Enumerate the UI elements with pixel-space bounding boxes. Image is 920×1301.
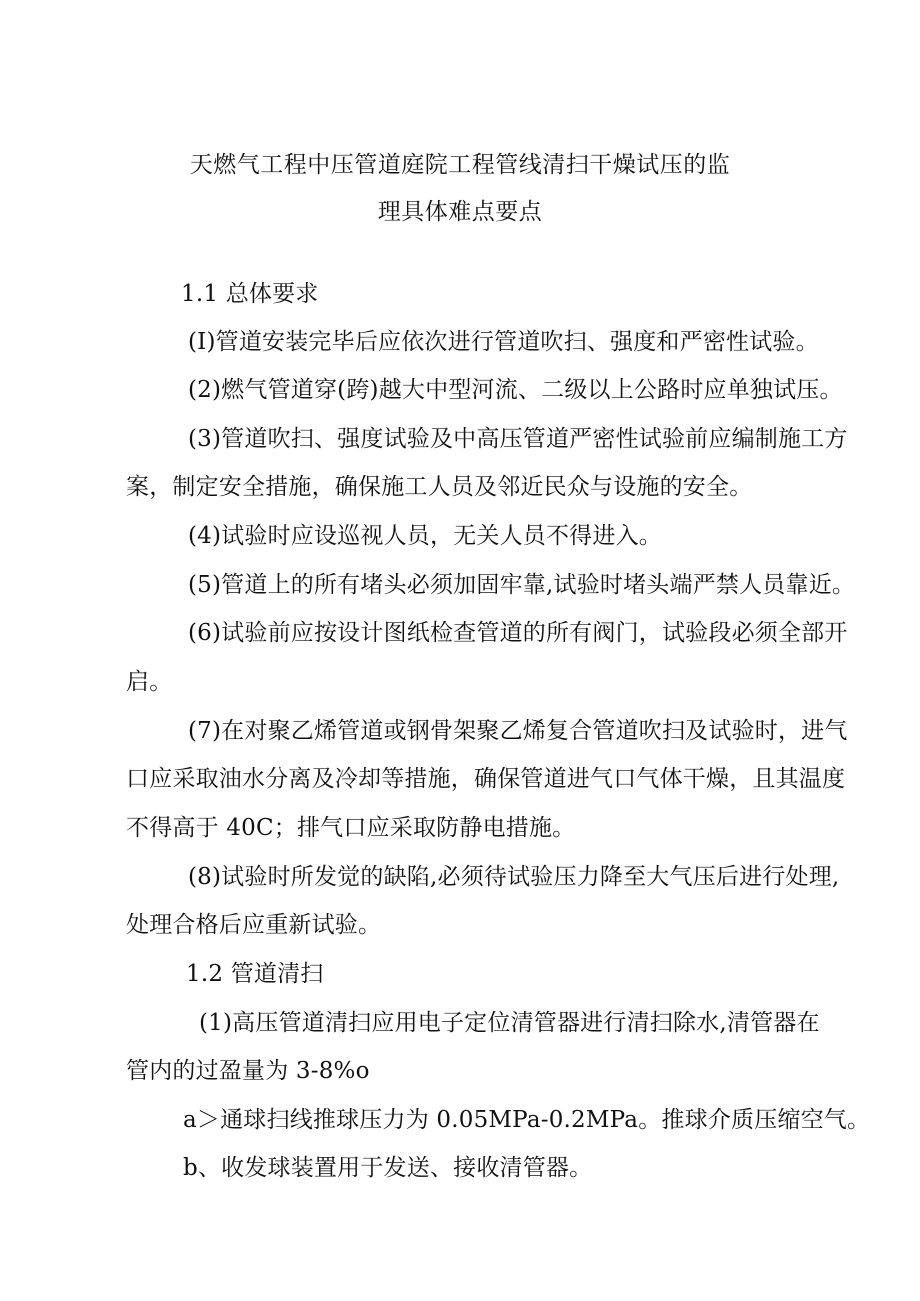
paragraph-1: (I)管道安装完毕后应依次进行管道吹扫、强度和严密性试验。	[188, 329, 819, 355]
paragraph-2: (2)燃气管道穿(跨)越大中型河流、二级以上公路时应单独试压。	[188, 377, 843, 403]
paragraph-7-line-1: (7)在对聚乙烯管道或钢骨架聚乙烯复合管道吹扫及试验时，进气	[188, 718, 848, 744]
paragraph-8-line-1: (8)试验时所发觉的缺陷,必须待试验压力降至大气压后进行处理,	[188, 864, 840, 890]
section-heading-1-1: 1.1 总体要求	[181, 281, 319, 307]
paragraph-4: (4)试验时应设巡视人员，无关人员不得进入。	[188, 523, 662, 549]
paragraph-7-line-3: 不得高于 40C；排气口应采取防静电措施。	[126, 815, 576, 841]
paragraph-3-line-1: (3)管道吹扫、强度试验及中高压管道严密性试验前应编制施工方	[188, 426, 848, 452]
paragraph-8-line-2: 处理合格后应重新试验。	[126, 912, 382, 938]
paragraph-a: a＞通球扫线推球压力为 0.05MPa-0.2MPa。推球介质压缩空气。	[183, 1107, 871, 1133]
paragraph-b: b、收发球装置用于发送、接收清管器。	[183, 1155, 593, 1181]
paragraph-6-line-2: 启。	[126, 669, 173, 695]
paragraph-7-line-2: 口应采取油水分离及冷却等措施，确保管道进气口气体干燥，且其温度	[126, 766, 846, 792]
paragraph-5: (5)管道上的所有堵头必须加固牢靠,试验时堵头端严禁人员靠近。	[188, 572, 856, 598]
paragraph-3-line-2: 案，制定安全措施，确保施工人员及邻近民众与设施的安全。	[126, 474, 753, 500]
document-title-line-1: 天燃气工程中压管道庭院工程管线清扫干燥试压的监	[189, 152, 731, 178]
paragraph-9-line-2: 管内的过盈量为 3-8%o	[126, 1058, 370, 1084]
section-heading-1-2: 1.2 管道清扫	[186, 961, 324, 987]
paragraph-9-line-1: (1)高压管道清扫应用电子定位清管器进行清扫除水,清管器在	[199, 1010, 820, 1036]
paragraph-6-line-1: (6)试验前应按设计图纸检查管道的所有阀门，试验段必须全部开	[188, 620, 848, 646]
document-title-line-2: 理具体难点要点	[377, 199, 543, 225]
